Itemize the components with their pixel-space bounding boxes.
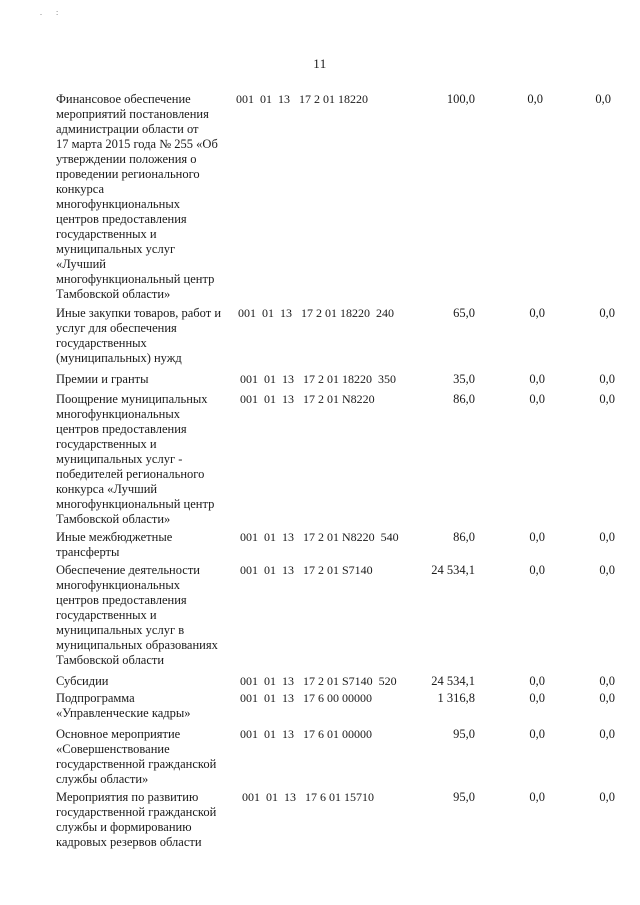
row-name: Поощрение муниципальных многофункциональных центров предоставления государственных и муниципальных услуг - победителей регионального конкурса «Лучший многофункциональный центр Тамбовской области»	[56, 392, 215, 526]
row-value-1: 65,0	[453, 306, 475, 320]
row-value-1: 1 316,8	[437, 691, 475, 705]
row-value-2: 0,0	[529, 674, 545, 688]
row-code: 001 01 13 17 2 01 S7140	[240, 563, 373, 577]
row-value-3: 0,0	[599, 790, 615, 804]
row-name: Премии и гранты	[56, 372, 149, 386]
row-value-3: 0,0	[599, 691, 615, 705]
row-value-1: 35,0	[453, 372, 475, 386]
page-number: 11	[313, 56, 327, 71]
row-code: 001 01 13 17 2 01 18220 240	[238, 306, 394, 320]
row-value-1: 24 534,1	[431, 674, 475, 688]
row-value-2: 0,0	[529, 691, 545, 705]
row-value-3: 0,0	[599, 674, 615, 688]
row-value-3: 0,0	[599, 392, 615, 406]
row-value-2: 0,0	[527, 92, 543, 106]
row-value-3: 0,0	[599, 530, 615, 544]
row-value-1: 24 534,1	[431, 563, 475, 577]
row-name: Финансовое обеспечение мероприятий постановления администрации области от 17 марта 2015 года № 255 «Об утверждении положения о проведении регионального конкурса многофункциональных центров предоставления государственных и муниципальных услуг «Лучший многофункциональный центр Тамбовской области»	[56, 92, 218, 301]
row-value-3: 0,0	[595, 92, 611, 106]
row-value-1: 95,0	[453, 727, 475, 741]
row-value-2: 0,0	[529, 306, 545, 320]
row-code: 001 01 13 17 6 01 00000	[240, 727, 372, 741]
row-name: Подпрограмма «Управленческие кадры»	[56, 691, 191, 720]
scan-mark: . :	[40, 8, 65, 17]
row-value-2: 0,0	[529, 530, 545, 544]
row-name: Субсидии	[56, 674, 109, 688]
row-value-2: 0,0	[529, 392, 545, 406]
row-name: Основное мероприятие «Совершенствование государственной гражданской службы области»	[56, 727, 217, 786]
row-code: 001 01 13 17 2 01 18220	[236, 92, 368, 106]
row-value-1: 100,0	[446, 92, 475, 106]
row-value-2: 0,0	[529, 372, 545, 386]
row-value-1: 86,0	[453, 392, 475, 406]
row-code: 001 01 13 17 6 00 00000	[240, 691, 372, 705]
row-code: 001 01 13 17 2 01 S7140 520	[240, 674, 397, 688]
row-value-3: 0,0	[599, 372, 615, 386]
row-value-3: 0,0	[599, 563, 615, 577]
row-code: 001 01 13 17 2 01 18220 350	[240, 372, 396, 386]
row-name: Мероприятия по развитию государственной гражданской службы и формированию кадровых резервов области	[56, 790, 217, 849]
row-name: Обеспечение деятельности многофункциональных центров предоставления государственных и муниципальных услуг в муниципальных образованиях Тамбовской области	[56, 563, 218, 667]
row-name: Иные закупки товаров, работ и услуг для обеспечения государственных (муниципальных) нужд	[56, 306, 222, 365]
row-code: 001 01 13 17 6 01 15710	[242, 790, 374, 804]
row-value-1: 95,0	[453, 790, 475, 804]
row-value-2: 0,0	[529, 563, 545, 577]
row-code: 001 01 13 17 2 01 N8220 540	[240, 530, 399, 544]
row-value-1: 86,0	[453, 530, 475, 544]
row-name: Иные межбюджетные трансферты	[56, 530, 173, 559]
row-value-3: 0,0	[599, 727, 615, 741]
row-code: 001 01 13 17 2 01 N8220	[240, 392, 375, 406]
row-value-2: 0,0	[529, 790, 545, 804]
row-value-3: 0,0	[599, 306, 615, 320]
row-value-2: 0,0	[529, 727, 545, 741]
